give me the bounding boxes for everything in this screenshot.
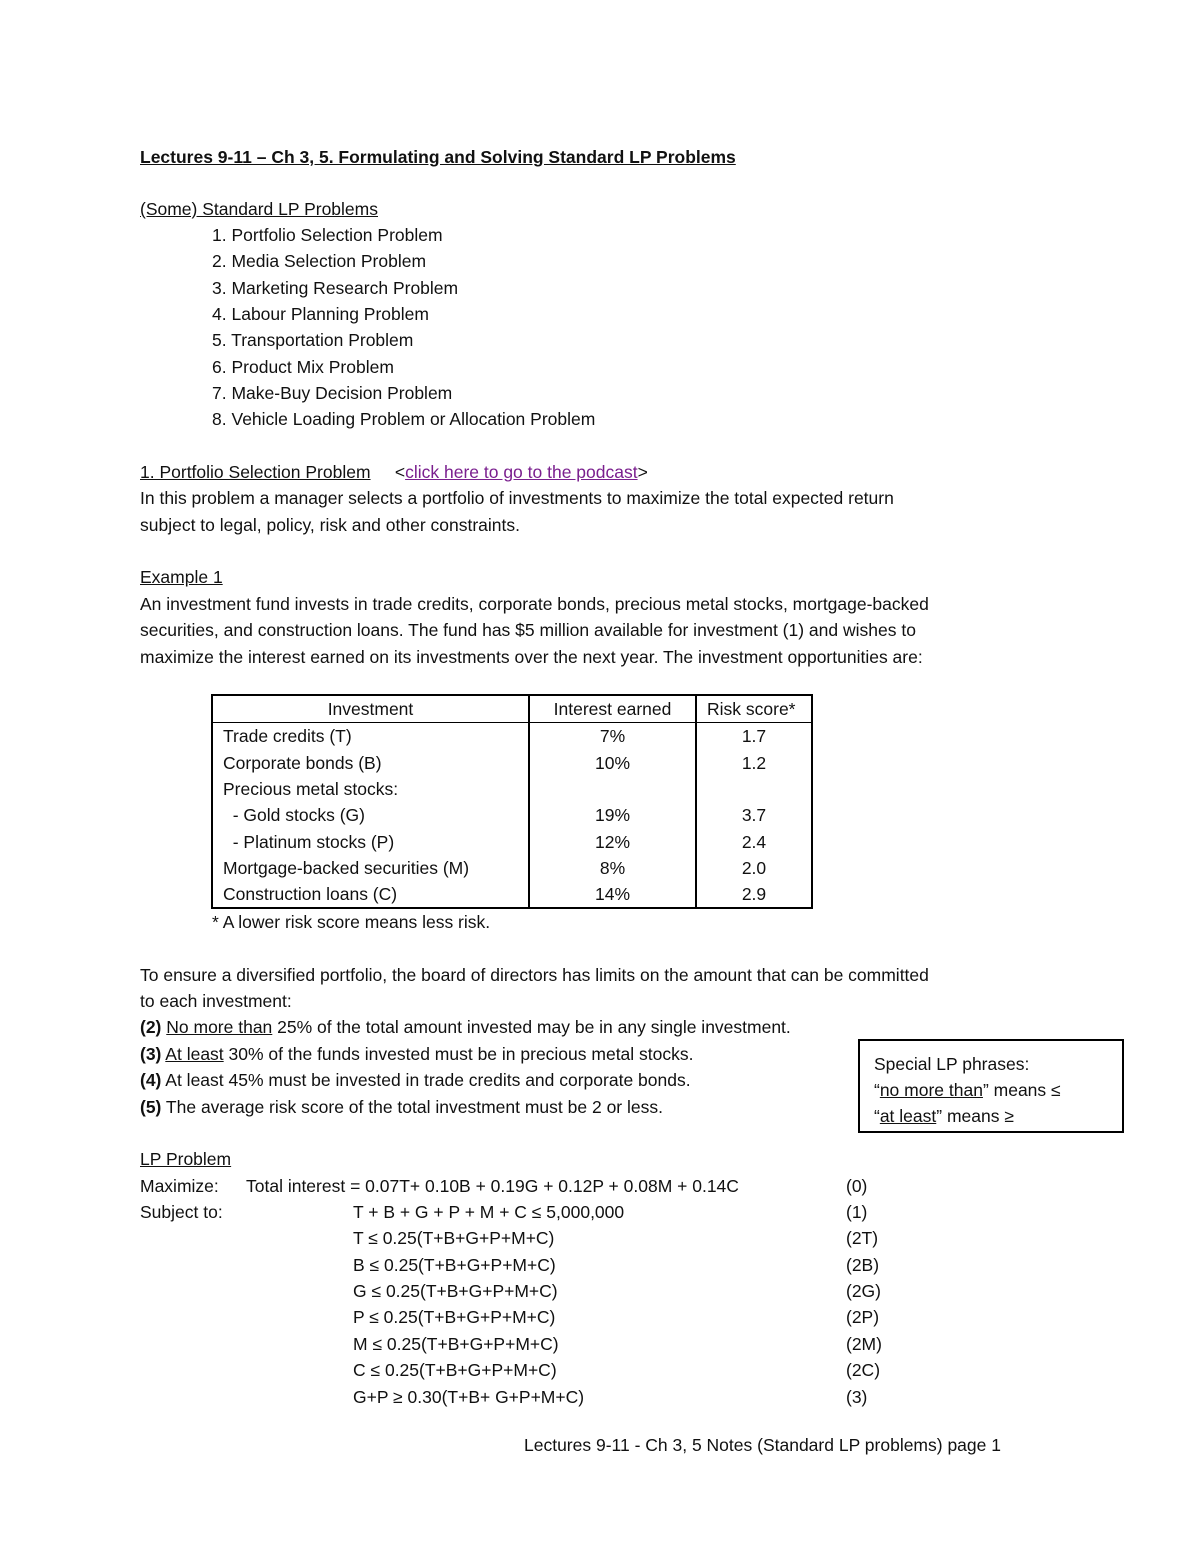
header-investment: Investment (212, 695, 529, 723)
cell-interest: 10% (529, 750, 696, 776)
cell-risk: 2.9 (696, 881, 812, 908)
cell-investment: Construction loans (C) (212, 881, 529, 908)
constraint-expr: T ≤ 0.25(T+B+G+P+M+C) (353, 1228, 555, 1248)
objective-function: Total interest = 0.07T+ 0.10B + 0.19G + 0.12P + 0.08M + 0.14C (246, 1176, 739, 1196)
table-row (212, 750, 812, 776)
constraint-tag: (1) (846, 1202, 868, 1222)
constraint-tag: (2B) (846, 1255, 880, 1275)
maximize-label: Maximize: (140, 1176, 219, 1196)
constraint-expr: C ≤ 0.25(T+B+G+P+M+C) (353, 1360, 557, 1380)
table-row (212, 828, 812, 854)
cell-interest (529, 776, 696, 802)
header-risk: Risk score* (696, 695, 812, 723)
problems-heading: (Some) Standard LP Problems (140, 199, 378, 219)
table-row (212, 802, 812, 828)
phrase-no-more-than: “no more than” means ≤ (874, 1080, 1061, 1100)
list-item: 4. Labour Planning Problem (212, 304, 429, 324)
table-header-row (212, 695, 812, 723)
constraint-expr: T + B + G + P + M + C ≤ 5,000,000 (353, 1202, 625, 1222)
constraint-expr: G+P ≥ 0.30(T+B+ G+P+M+C) (353, 1387, 585, 1407)
cell-interest: 7% (529, 723, 696, 750)
cell-risk (696, 776, 812, 802)
intro-line-2: subject to legal, policy, risk and other constraints. (140, 515, 521, 535)
page-title: Lectures 9-11 – Ch 3, 5. Formulating and Solving Standard LP Problems (140, 147, 736, 167)
table-row (212, 855, 812, 881)
list-item: 3. Marketing Research Problem (212, 278, 459, 298)
cell-investment: - Platinum stocks (P) (212, 828, 529, 854)
cell-interest: 19% (529, 802, 696, 828)
cell-risk: 2.4 (696, 828, 812, 854)
lp-heading: LP Problem (140, 1149, 232, 1169)
intro-line-1: In this problem a manager selects a portfolio of investments to maximize the total expected return (140, 488, 894, 508)
list-item: 7. Make-Buy Decision Problem (212, 383, 453, 403)
cell-investment: - Gold stocks (G) (212, 802, 529, 828)
constraint-tag: (2G) (846, 1281, 881, 1301)
podcast-link[interactable]: click here to go to the podcast (405, 462, 638, 482)
phrase-at-least: “at least” means ≥ (874, 1106, 1014, 1126)
list-item: 2. Media Selection Problem (212, 251, 427, 271)
list-item: 8. Vehicle Loading Problem or Allocation Problem (212, 409, 596, 429)
constraint-tag: (2P) (846, 1307, 880, 1327)
cell-risk: 1.2 (696, 750, 812, 776)
constraint-2-text: (2) No more than 25% of the total amount invested may be in any single investment. (140, 1017, 791, 1037)
cell-investment: Trade credits (T) (212, 723, 529, 750)
table-footnote: * A lower risk score means less risk. (212, 912, 491, 932)
list-item: 5. Transportation Problem (212, 330, 414, 350)
cell-investment: Precious metal stocks: (212, 776, 529, 802)
list-item: 1. Portfolio Selection Problem (212, 225, 443, 245)
special-phrases-box (858, 1039, 1124, 1133)
example-heading: Example 1 (140, 567, 223, 587)
constraints-intro-1: To ensure a diversified portfolio, the board of directors has limits on the amount that can be committed (140, 965, 929, 985)
cell-investment: Mortgage-backed securities (M) (212, 855, 529, 881)
table-row (212, 723, 812, 750)
subject-to-label: Subject to: (140, 1202, 223, 1222)
constraint-expr: B ≤ 0.25(T+B+G+P+M+C) (353, 1255, 556, 1275)
example-line-1: An investment fund invests in trade credits, corporate bonds, precious metal stocks, mortgage-backed (140, 594, 929, 614)
objective-tag: (0) (846, 1176, 868, 1196)
constraint-tag: (2T) (846, 1228, 879, 1248)
phrases-title: Special LP phrases: (874, 1054, 1030, 1074)
constraint-tag: (2C) (846, 1360, 881, 1380)
constraint-expr: P ≤ 0.25(T+B+G+P+M+C) (353, 1307, 556, 1327)
cell-risk: 1.7 (696, 723, 812, 750)
constraint-3-text: (3) At least 30% of the funds invested must be in precious metal stocks. (140, 1044, 694, 1064)
cell-interest: 12% (529, 828, 696, 854)
list-item: 6. Product Mix Problem (212, 357, 394, 377)
example-line-3: maximize the interest earned on its investments over the next year. The investment opportunities are: (140, 647, 923, 667)
cell-interest: 8% (529, 855, 696, 881)
constraint-expr: G ≤ 0.25(T+B+G+P+M+C) (353, 1281, 558, 1301)
constraints-intro-2: to each investment: (140, 991, 292, 1011)
table-row (212, 881, 812, 908)
header-interest: Interest earned (529, 695, 696, 723)
page-footer: Lectures 9-11 - Ch 3, 5 Notes (Standard LP problems) page 1 (524, 1435, 1001, 1455)
investment-table (211, 694, 813, 909)
table-row (212, 776, 812, 802)
example-line-2: securities, and construction loans. The fund has $5 million available for investment (1) and wishes to (140, 620, 916, 640)
cell-investment: Corporate bonds (B) (212, 750, 529, 776)
constraint-5-text: (5) The average risk score of the total investment must be 2 or less. (140, 1097, 663, 1117)
cell-risk: 2.0 (696, 855, 812, 881)
constraint-tag: (3) (846, 1387, 868, 1407)
section-heading-text: 1. Portfolio Selection Problem (140, 462, 371, 482)
cell-interest: 14% (529, 881, 696, 908)
constraint-tag: (2M) (846, 1334, 882, 1354)
cell-risk: 3.7 (696, 802, 812, 828)
constraint-expr: M ≤ 0.25(T+B+G+P+M+C) (353, 1334, 559, 1354)
constraint-4-text: (4) At least 45% must be invested in trade credits and corporate bonds. (140, 1070, 691, 1090)
section-heading-portfolio: 1. Portfolio Selection Problem <click here to go to the podcast> (140, 462, 648, 482)
